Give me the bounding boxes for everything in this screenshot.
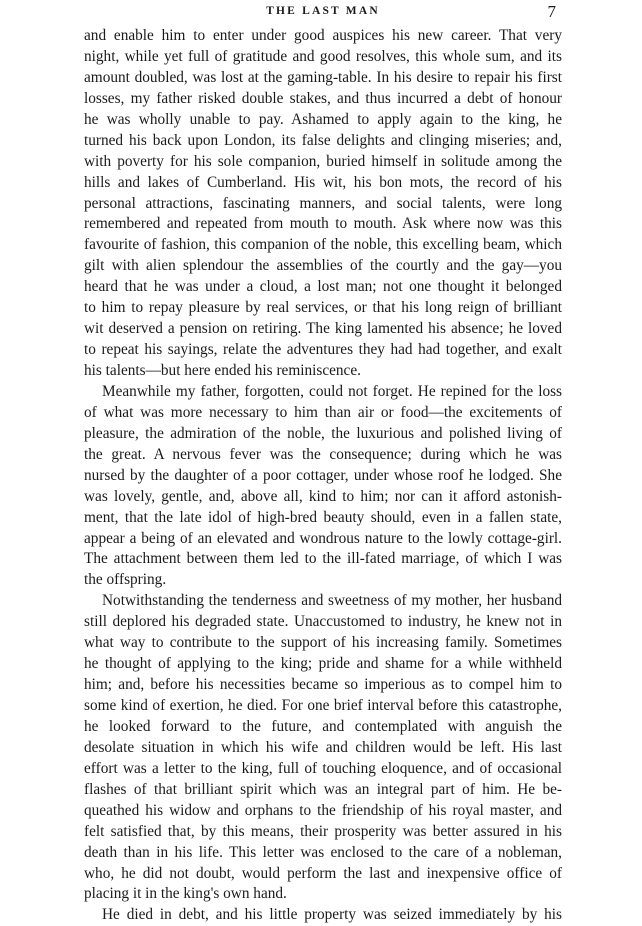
text-line: appear a being of an elevated and wondrous nature to the lowly cottage-girl. — [84, 529, 562, 547]
text-line: losses, my father risked double stakes, and thus incurred a debt of honour — [84, 89, 562, 107]
text-line: heard that he was under a cloud, a lost man; not one thought it belonged — [84, 278, 562, 296]
text-line: pleasure, the admiration of the noble, the luxurious and polished living of — [84, 424, 562, 442]
text-line: ment, that the late idol of high-bred beauty should, even in a fallen state, — [84, 508, 562, 526]
text-line: who, he did not doubt, would perform the last and inexpensive office of — [84, 864, 562, 882]
text-line: he was wholly unable to pay. Ashamed to apply again to the king, he — [84, 110, 562, 128]
text-line: queathed his widow and orphans to the friendship of his royal master, and — [84, 801, 562, 819]
page-number: 7 — [547, 2, 556, 21]
text-line: effort was a letter to the king, full of touching eloquence, and of occasional — [84, 759, 562, 777]
text-line: amount doubled, was lost at the gaming-table. In his desire to repair his first — [84, 68, 562, 86]
text-line: the offspring. — [84, 571, 167, 589]
text-line: night, while yet full of gratitude and good resolves, this whole sum, and its — [84, 47, 562, 65]
text-line: he looked forward to the future, and contemplated with anguish the — [84, 717, 562, 735]
text-line: what way to contribute to the support of his increasing family. Sometimes — [84, 634, 562, 652]
text-line: was lovely, gentle, and, above all, kind to him; nor can it afford astonish- — [84, 487, 562, 505]
text-line: The attachment between them led to the ill-fated marriage, of which I was — [84, 550, 562, 568]
text-line: to repeat his sayings, relate the adventures they had had together, and exalt — [84, 341, 562, 359]
text-line: his talents—but here ended his reminiscence. — [84, 362, 361, 379]
text-line: He died in debt, and his little property was seized immediately by his — [102, 906, 562, 924]
text-line: he thought of applying to the king; pride and shame for a while withheld — [84, 655, 562, 673]
text-line: the great. A nervous fever was the consequence; during which he was — [84, 445, 562, 463]
text-line: remembered and repeated from mouth to mouth. Ask where now was this — [84, 215, 562, 233]
text-line: turned his back upon London, its false delights and clinging miseries; and, — [84, 131, 562, 149]
running-head — [84, 2, 562, 22]
text-line: Meanwhile my father, forgotten, could not forget. He repined for the loss — [102, 382, 562, 400]
text-line: of what was more necessary to him than air or food—the excitements of — [84, 403, 562, 421]
text-line: hills and lakes of Cumberland. His wit, his bon mots, the record of his — [84, 173, 562, 191]
text-line: Notwithstanding the tenderness and sweetness of my mother, her husband — [102, 592, 562, 610]
text-line: desolate situation in which his wife and children would be left. His last — [84, 738, 562, 756]
text-line: still deplored his degraded state. Unaccustomed to industry, he knew not in — [84, 613, 562, 631]
text-line: flashes of that brilliant spirit which was an integral part of him. He be- — [84, 780, 562, 798]
text-line: nursed by the daughter of a poor cottager, under whose roof he lodged. She — [84, 466, 562, 484]
text-line: with poverty for his sole companion, buried himself in solitude among the — [84, 152, 562, 170]
text-line: personal attractions, fascinating manners, and social talents, were long — [84, 194, 562, 212]
text-line: him; and, before his necessities became so imperious as to compel him to — [84, 676, 562, 694]
text-line: and enable him to enter under good auspices his new career. That very — [84, 27, 562, 44]
text-line: placing it in the king's own hand. — [84, 885, 287, 903]
running-title: THE LAST MAN — [266, 5, 380, 17]
paragraph — [84, 382, 562, 591]
text-line: death than in his life. This letter was enclosed to the care of a nobleman, — [84, 843, 562, 861]
paragraph — [84, 26, 562, 382]
text-line: to him to repay pleasure by real services, or that his long reign of brilliant — [84, 299, 562, 317]
text-line: gilt with alien splendour the assemblies of the courtly and the gay—you — [84, 257, 562, 275]
paragraph — [84, 905, 562, 926]
paragraph — [84, 591, 562, 905]
body-text — [84, 26, 562, 926]
text-line: favourite of fashion, this companion of the noble, this excelling beam, which — [84, 236, 562, 254]
text-line: felt satisfied that, by this means, their prosperity was better assured in his — [84, 822, 562, 840]
text-line: some kind of exertion, he died. For one brief interval before this catastrophe, — [84, 697, 562, 714]
text-line: wit deserved a pension on retiring. The king lamented his absence; he loved — [84, 320, 562, 338]
